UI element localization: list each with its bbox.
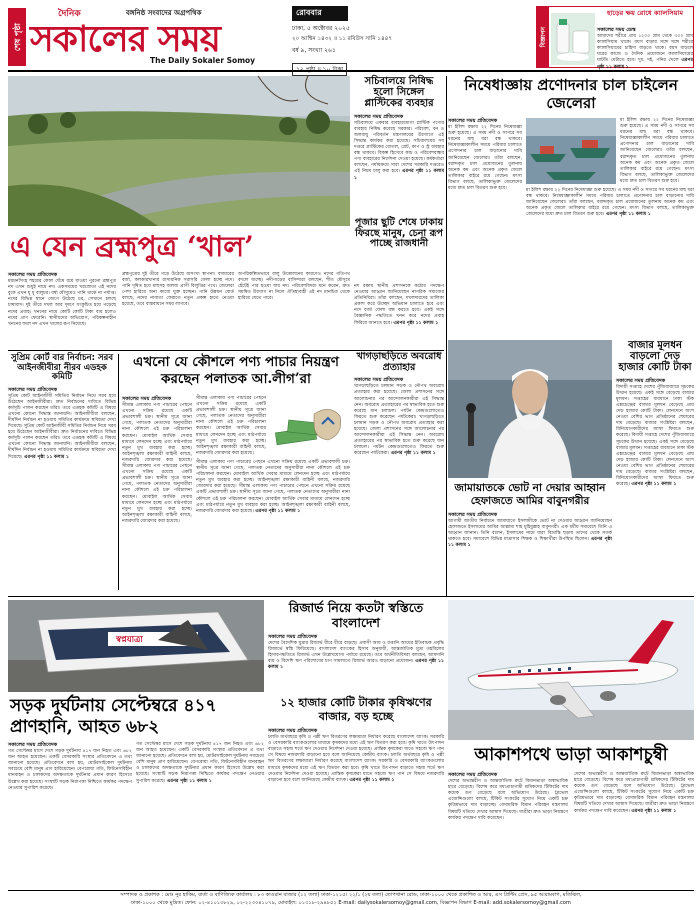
airfare-col2	[574, 772, 694, 888]
jamaat-body	[448, 512, 612, 578]
accident-text: গত সেপ্টেম্বর মাসে দেশে সড়ক দুর্ঘটনায় ৪১৭ জন নিহত এবং ৬৮২ জন আহত হয়েছেন। একটি বেসরকারি সংস্থার প্রতিবেদনে এ তথ্য জানানো হয়েছে। প্রতিবেদনে বলা হয়, মোটরসাইকেল দুর্ঘটনায় সবচেয়ে বেশি মানুষ প্রাণ হারিয়েছেন। বেপরোয়া গতি, ফিটনেসবিহীন যানবাহন ও চালকদের অদক্ষতাকে দুর্ঘটনার প্রধান কারণ হিসেবে উল্লেখ করা হয়েছে। সংস্থাটি সড়ক নিরাপত্তা নিশ্চিতে কার্যকর পদক্ষেপ নেওয়ার সুপারিশ করেছে।	[8, 749, 132, 791]
imprint-line-2: ঢাকা-১০০০ থেকে মুদ্রিত। ফোন: ০২-৪১০১৩৮২৯, ০২-২২৩৩৪১০৭৯, মোবাইল: ০১৩১৮-২৯৪৮৫২ E-mail: dailysokalersomoy@gmail.com, বিজ্ঞাপন বিভাগ E-mail: add.sokalersomoy@gmail.com	[131, 900, 571, 906]
jamaat-article	[448, 482, 612, 596]
khagrachari-body	[354, 377, 444, 585]
hilsa-col1	[448, 118, 522, 280]
ad-body	[597, 27, 693, 70]
khagrachari-text: খাগড়াছড়িতে চলমান সড়ক ও নৌপথ অবরোধ প্রত্যাহার করা হয়েছে। জেলা প্রশাসনের সঙ্গে আলোচনার পর আন্দোলনকারীরা এই সিদ্ধান্ত নেন। অবরোধ প্রত্যাহারের পর স্বাভাবিক হতে শুরু করেছে যান চলাচল। পর্যটন কেন্দ্রগুলোতেও ফিরতে শুরু করেছেন পর্যটকেরা।	[354, 384, 444, 420]
airfare-continued: এরপর পৃষ্ঠা ১১ কলাম ১	[631, 808, 677, 814]
market-text: বিদায়ী সপ্তাহে দেশের পুঁজিবাজারে সূচকের উত্থান হয়েছে। একই সঙ্গে বেড়েছে বাজার মূলধন। সপ্তাহের ব্যবধানে ঢাকা স্টক এক্সচেঞ্জের বাজার মূলধন বেড়েছে প্রায় দেড় হাজার কোটি টাকা। লেনদেনে অংশ নেওয়া বেশির ভাগ প্রতিষ্ঠানের শেয়ারের দাম বেড়েছে। বাজার সংশ্লিষ্টরা বলছেন, বিনিয়োগকারীদের আস্থা ফিরতে শুরু করেছে।	[616, 384, 694, 439]
main-text-3: অপরিকল্পিতভাবে বালু উত্তোলনের কারণেও নদের গতিপথ বদলে যাচ্ছে। নদীপাড়ের বাসিন্দারা বলছেন, শীত মৌসুমে হেঁটেই পার হওয়া যায় নদ। পরিবেশবিদরা মনে করেন, দ্রুত সমন্বিত উদ্যোগ না নিলে ঐতিহ্যবাহী এই নদ মানচিত্র থেকে হারিয়ে যেতে পারে।	[238, 272, 350, 302]
loan-article	[268, 696, 444, 888]
plastic-continued: এরপর পৃষ্ঠা ১১ কলাম ১	[354, 169, 444, 181]
jamaat-text: আগামী জাতীয় নির্বাচনে জামায়াতে ইসলামীকে ভোট না দেওয়ার আহ্বান জানিয়েছেন হেফাজতে ইসলামের আমির আল্লামা শাহ মুহিবুল্লাহ বাবুনগরী। এক ধর্মীয় সমাবেশে তিনি এ আহ্বান জানান। তিনি বলেন, ইসলামের নামে যারা বিভ্রান্তি ছড়ায় তাদের থেকে সতর্ক থাকতে হবে। সমাবেশে বিভিন্ন মাদ্রাসার শিক্ষক ও শিক্ষার্থীরা উপস্থিত ছিলেন।	[448, 519, 612, 543]
khagrachari-article	[354, 352, 444, 592]
court-text-more: সুপ্রিম কোর্ট আইনজীবী সমিতির নির্বাচন নিয়ে সরব হয়ে উঠেছেন আইনজীবীরা। দ্রুত নির্বাচনের দাবিতে বিভিন্ন কর্মসূচি পালন করছেন তাঁরা। তবে এডহক কমিটি এ বিষয়ে এখনো কোনো সিদ্ধান্ত জানায়নি। আইনজীবীরা বলছেন, দীর্ঘদিন নির্বাচন না হওয়ায় সমিতির কার্যক্রমে স্থবিরতা দেখা দিয়েছে।	[8, 424, 116, 460]
footer-rule	[8, 890, 694, 891]
accident-headline: সড়ক দুর্ঘটনায় সেপ্টেম্বরে ৪১৭ প্রাণহানি, আহত ৬৮২	[10, 696, 217, 737]
accident-col2	[136, 742, 264, 888]
court-byline: সকালের সময় প্রতিবেদক	[8, 386, 58, 393]
main-col2	[122, 272, 234, 346]
smuggle-text: সীমান্ত এলাকায় পণ্য পাচারের পেছনে এখনো সক্রিয় রয়েছে একটি প্রভাবশালী চক্র। স্থানীয় সূত্রে জানা গেছে, পলাতক নেতাদের অনুসারীরা নানা কৌশলে এই চক্র পরিচালনা করছেন। মোবাইল আর্থিক সেবার মাধ্যমে লেনদেন হচ্ছে এবং মাঠপর্যায়ে নতুন মুখ ব্যবহার করা হচ্ছে। আইনশৃঙ্খলা রক্ষাকারী বাহিনী বলছে, নজরদারি জোরদার করা হয়েছে।	[122, 403, 192, 463]
babunagari-photo	[448, 340, 612, 478]
fishing-boats-photo	[526, 118, 616, 184]
market-continued: এরপর পৃষ্ঠা ১১ কলাম ১	[631, 482, 677, 488]
market-text-more: বিদায়ী সপ্তাহে দেশের পুঁজিবাজারে সূচকের উত্থান হয়েছে। একই সঙ্গে বেড়েছে বাজার মূলধন। সপ্তাহের ব্যবধানে ঢাকা স্টক এক্সচেঞ্জের বাজার মূলধন বেড়েছে প্রায় দেড় হাজার কোটি টাকা। লেনদেনে অংশ নেওয়া বেশির ভাগ প্রতিষ্ঠানের শেয়ারের দাম বেড়েছে। বাজার সংশ্লিষ্টরা বলছেন, বিনিয়োগকারীদের আস্থা ফিরতে শুরু করেছে।	[616, 433, 694, 488]
ad-byline: সকালের সময় ডেস্ক	[597, 27, 636, 33]
smuggle-col2	[196, 396, 266, 456]
main-byline: সকালের সময় প্রতিবেদক	[8, 272, 58, 278]
market-body	[616, 378, 694, 588]
court-article	[8, 354, 116, 592]
smuggle-text-3: সীমান্ত এলাকায় পণ্য পাচারের পেছনে এখনো সক্রিয় রয়েছে একটি প্রভাবশালী চক্র। স্থানীয় সূত্রে জানা গেছে, পলাতক নেতাদের অনুসারীরা নানা কৌশলে এই চক্র পরিচালনা করছেন। মোবাইল আর্থিক সেবার মাধ্যমে লেনদেন হচ্ছে এবং মাঠপর্যায়ে নতুন মুখ ব্যবহার করা হচ্ছে। আইনশৃঙ্খলা রক্ষাকারী বাহিনী বলছে, নজরদারি জোরদার করা হয়েছে।	[196, 460, 350, 490]
loan-headline: ১২ হাজার কোটি টাকার কৃষিঋণের বাজার, বড় হচ্ছে	[280, 696, 432, 723]
court-text: সুপ্রিম কোর্ট আইনজীবী সমিতির নির্বাচন নিয়ে সরব হয়ে উঠেছেন আইনজীবীরা। দ্রুত নির্বাচনের দাবিতে বিভিন্ন কর্মসূচি পালন করছেন তাঁরা। তবে এডহক কমিটি এ বিষয়ে এখনো কোনো সিদ্ধান্ত জানায়নি। আইনজীবীরা বলছেন, দীর্ঘদিন নির্বাচন না হওয়ায় সমিতির কার্যক্রমে স্থবিরতা দেখা দিয়েছে।	[8, 393, 116, 430]
plastic-text: সচিবালয়ে একবার ব্যবহারযোগ্য প্লাস্টিক পণ্যের ব্যবহার নিষিদ্ধ করেছে সরকার। পরিবেশ, বন ও জলবায়ু পরিবর্তন মন্ত্রণালয়ের উদ্যোগে এই সিদ্ধান্ত কার্যকর করা হয়েছে। সচিবালয়ের সব দপ্তরে প্লাস্টিকের বোতল, প্লেট, কাপ ও স্ট্র ব্যবহার বন্ধ থাকবে। বিকল্প হিসেবে কাচ ও পরিবেশবান্ধব পণ্য ব্যবহারের নির্দেশনা দেওয়া হয়েছে। কর্মকর্তারা বলছেন, পর্যায়ক্রমে সারা দেশের সরকারি দপ্তরেও এই নিয়ম চালু করা হবে।	[354, 120, 444, 175]
main-col1	[8, 272, 116, 346]
issue-volume: বর্ষ ৯, সংখ্যা ২৬১	[292, 47, 336, 54]
reserve-continued: এরপর পৃষ্ঠা ১১ কলাম ১	[268, 659, 444, 671]
reserve-text: দেশের বৈদেশিক মুদ্রার রিজার্ভ ধীরে ধীরে বাড়ছে। প্রবাসী আয় ও রপ্তানি আয়ের ইতিবাচক প্রবৃদ্ধি রিজার্ভে স্বস্তি ফিরিয়েছে। বাংলাদেশ ব্যাংকের হিসাব অনুযায়ী, আন্তর্জাতিক মুদ্রা তহবিলের হিসাবপদ্ধতিতে রিজার্ভ এখন উল্লেখযোগ্য পর্যায়ে রয়েছে। তবে অর্থনীতিবিদরা বলছেন, আমদানি ব্যয় ও বিদেশি ঋণ পরিশোধের চাপ সামলাতে রিজার্ভ আরও বাড়ানো প্রয়োজন।	[268, 641, 444, 665]
masthead-english: The Daily Sokaler Somoy	[150, 56, 256, 65]
airfare-col1	[448, 772, 568, 888]
loan-text-more: চলতি অর্থবছরে কৃষি ও পল্লী ঋণ বিতরণের লক্ষ্যমাত্রা নির্ধারণ করেছে বাংলাদেশ ব্যাংক। সরকারি ও বেসরকারি ব্যাংকগুলোর মাধ্যমে কৃষকদের মধ্যে এই ঋণ বিতরণ করা হবে। কৃষি খাতে উৎপাদন বাড়াতে সহজ শর্তে ঋণ দেওয়ার নির্দেশনা দেওয়া হয়েছে। প্রান্তিক কৃষকেরা যাতে সহজে ঋণ পান সে বিষয়ে নজরদারি বাড়ানো হবে বলে জানিয়েছে কেন্দ্রীয় ব্যাংক।	[268, 753, 444, 783]
issue-date-bn: ২০ আশ্বিন ১৪৩২ ॥ ১১ রবিউস সানি ১৪৪৭	[292, 36, 392, 42]
reserve-body	[268, 634, 444, 690]
money-illustration	[270, 394, 350, 456]
airfare-text: দেশের অভ্যন্তরীণ ও আন্তর্জাতিক রুটে বিমানভাড়া অস্বাভাবিক হারে বেড়েছে। বিশেষ করে মধ্যপ্রাচ্যগামী শ্রমিকদের টিকিটের দাম কয়েক গুণ বেড়েছে বলে অভিযোগ উঠেছে। ট্রাভেল এজেন্সিগুলো বলছে, টিকিট সংকটের সুযোগ নিয়ে একটি চক্র কৃত্রিমভাবে দাম বাড়াচ্ছে। বেসামরিক বিমান পরিবহন মন্ত্রণালয় বিষয়টি খতিয়ে দেখার আশ্বাস দিয়েছে। যাত্রীরা দ্রুত ভাড়া নিয়ন্ত্রণে কার্যকর পদক্ষেপ দাবি করেছেন।	[448, 779, 568, 821]
accident-col1	[8, 742, 132, 888]
main-continued: এরপর পৃষ্ঠা ১১ কলাম ১	[393, 320, 439, 326]
issue-day: রোববার	[292, 6, 348, 21]
smuggle-continued: এরপর পৃষ্ঠা ১১ কলাম ১	[255, 508, 301, 514]
jamaat-headline: জামায়াতকে ভোট না দেয়ার আহ্বান হেফাজতে আমির বাবুনগরীর	[454, 482, 606, 507]
page-tag	[8, 8, 26, 66]
ad-label: বিজ্ঞাপন	[539, 26, 547, 48]
masthead-kicker: দৈনিক	[58, 9, 81, 19]
masthead-rule	[8, 70, 694, 72]
loan-continued: এরপর পৃষ্ঠা ১১ কলাম ১	[349, 777, 395, 783]
smuggle-headline: এখনো যে কৌশলে পণ্য পাচার নিয়ন্ত্রণ করছেন পলাতক আ.লীগ’রা	[133, 354, 339, 387]
loan-text: চলতি অর্থবছরে কৃষি ও পল্লী ঋণ বিতরণের লক্ষ্যমাত্রা নির্ধারণ করেছে বাংলাদেশ ব্যাংক। সরকারি ও বেসরকারি ব্যাংকগুলোর মাধ্যমে কৃষকদের মধ্যে এই ঋণ বিতরণ করা হবে। কৃষি খাতে উৎপাদন বাড়াতে সহজ শর্তে ঋণ দেওয়ার নির্দেশনা দেওয়া হয়েছে। প্রান্তিক কৃষকেরা যাতে সহজে ঋণ পান সে বিষয়ে নজরদারি বাড়ানো হবে বলে জানিয়েছে কেন্দ্রীয় ব্যাংক।	[268, 735, 444, 759]
hilsa-text: মা ইলিশ রক্ষায় ২২ দিনের নিষেধাজ্ঞা শুরু হয়েছে। এ সময় নদী ও সাগরে সব ধরনের মাছ ধরা বন্ধ থাকবে। নিষেধাজ্ঞাকালীন সময়ে পরিবার চালাতে প্রণোদনার চাল বাড়ানোর দাবি জানিয়েছেন জেলেরা। তাঁরা বলছেন, বরাদ্দকৃত চাল প্রয়োজনের তুলনায় অনেক কম এবং অনেক প্রকৃত জেলে তালিকার বাইরে রয়ে গেছেন। মৎস্য বিভাগ বলছে, তালিকাভুক্ত জেলেদের মধ্যে দ্রুত চাল বিতরণ শুরু হবে।	[448, 125, 522, 192]
khagrachari-continued: এরপর পৃষ্ঠা ১১ কলাম ১	[390, 451, 436, 457]
ad-text: আমাদের শরীরে প্রায় ১২০০ গ্রাম থেকে ৩০০ গ্রাম ক্যালসিয়াম থাকে। বয়স বাড়ার সঙ্গে সঙ্গে শরীরে ক্যালসিয়ামের চাহিদা বাড়তে থাকে। বয়স বাড়লে ঘরের কাজে ও দৈনিক প্রয়োজনে ক্যালসিয়ামের ঘাটতি মেটাতে হবে। দুধ, দই, পনির খেলে	[597, 34, 693, 64]
smuggle-text-more: সীমান্ত এলাকায় পণ্য পাচারের পেছনে এখনো সক্রিয় রয়েছে একটি প্রভাবশালী চক্র। স্থানীয় সূত্রে জানা গেছে, পলাতক নেতাদের অনুসারীরা নানা কৌশলে এই চক্র পরিচালনা করছেন। মোবাইল আর্থিক সেবার মাধ্যমে লেনদেন হচ্ছে এবং মাঠপর্যায়ে নতুন মুখ ব্যবহার করা হচ্ছে। আইনশৃঙ্খলা রক্ষাকারী বাহিনী বলছে, নজরদারি জোরদার করা হয়েছে।	[122, 464, 192, 524]
river-photo	[8, 76, 350, 226]
puja-headline: পূজার ছুটি শেষে ঢাকায় ফিরছে মানুষ, চেনা রূপ পাচ্ছে রাজধানী	[354, 217, 444, 250]
smuggle-col1	[122, 396, 192, 592]
court-continued: এরপর পৃষ্ঠা ১১ কলাম ১	[24, 454, 69, 460]
plastic-body	[354, 114, 444, 206]
loan-body	[268, 728, 444, 884]
rule-mid	[8, 596, 694, 597]
issue-info	[292, 6, 410, 68]
ad-title: হাড়ের ক্ষয় রোধে ক্যালসিয়াম	[606, 9, 684, 17]
hilsa-text-cont: মা ইলিশ রক্ষায় ২২ দিনের নিষেধাজ্ঞা শুরু হয়েছে। এ সময় নদী ও সাগরে সব ধরনের মাছ ধরা বন্ধ থাকবে। নিষেধাজ্ঞাকালীন সময়ে পরিবার চালাতে প্রণোদনার চাল বাড়ানোর দাবি জানিয়েছেন জেলেরা। তাঁরা বলছেন, বরাদ্দকৃত চাল প্রয়োজনের তুলনায় অনেক কম এবং অনেক প্রকৃত জেলে তালিকার বাইরে রয়ে গেছেন। মৎস্য বিভাগ বলছে, তালিকাভুক্ত জেলেদের মধ্যে দ্রুত চাল বিতরণ শুরু হবে।	[620, 118, 694, 184]
plastic-byline: সকালের সময় প্রতিবেদক	[354, 113, 404, 120]
bus-label: স্বপ্নযাত্রা	[116, 635, 143, 645]
ad-box	[536, 6, 694, 68]
jamaat-continued: এরপর পৃষ্ঠা ১১ কলাম ১	[448, 537, 612, 549]
loan-byline: সকালের সময় প্রতিবেদক	[268, 728, 318, 734]
hilsa-col3	[620, 118, 694, 184]
smuggle-byline: সকালের সময় প্রতিবেদক	[122, 396, 172, 402]
main-text-1: ময়মনসিংহ শহরের কোল ঘেঁষে বয়ে যাওয়া পুরনো ব্রহ্মপুত্র নদ এখন শুধুই নামে নদ। একসময়ের খরস্রোতা এই নদের বুকে এখন ধূ ধূ বালুচর। বর্ষা মৌসুমেও পানি থাকে না পর্যাপ্ত। নদের বিভিন্ন স্থানে জেগে উঠেছে চর, সেখানে চলছে চাষাবাদ। দুই তীরে দখল আর দূষণে সংকুচিত হয়ে পড়েছে নদের প্রবাহ। খননের নামে কোটি কোটি টাকা ব্যয় হলেও নদের প্রাণ ফেরেনি। স্থানীয়দের অভিযোগ, পরিকল্পনাহীন খননের ফলে নদ এখন খালের রূপ নিয়েছে।	[8, 279, 117, 327]
court-headline: সুপ্রিম কোর্ট বার নির্বাচন: সরব আইনজীবীরা নীরব এডহক কমিটি	[10, 353, 114, 383]
court-body	[8, 387, 116, 583]
smuggle-lower	[196, 460, 350, 592]
imprint-line-1: সম্পাদক ও প্রকাশক : মোঃ নুর হাকিম, বার্তা ও বাণিজ্যিক কার্যালয় : ৮৩ কাওরান বাজার (১২ তলা) ঢাকা-১২১৫। ২২/১ (২য় তলা) তোপখানা রোড, ঢাকা-১০০০ থেকে প্রকাশিত ও আর, এস প্রিন্টিং প্রেস, ৯৫ আরামবাগ, মতিঝিল,	[120, 892, 582, 898]
airfare-article	[448, 744, 694, 888]
airfare-byline: সকালের সময় প্রতিবেদক	[448, 772, 498, 778]
hilsa-headline: নিষেধাজ্ঞায় প্রণোদনার চাল চাইলেন জেলেরা	[464, 76, 678, 112]
hilsa-article	[448, 76, 694, 282]
smuggle-article	[122, 354, 350, 592]
court-divider	[118, 354, 119, 590]
masthead-tagline: বঙ্গনিষ্ঠ সংবাদের অগ্রপথিক	[126, 9, 202, 17]
ad-continued: এরপর পৃষ্ঠা ১১ কলাম ১	[597, 58, 693, 70]
market-headline: বাজার মূলধন বাড়লো দেড় হাজার কোটি টাকা	[618, 340, 692, 374]
plastic-headline: সচিবালয়ে নিষিদ্ধ হলো সিঙ্গেল প্লাস্টিকের ব্যবহার	[364, 76, 434, 110]
accident-byline: সকালের সময় প্রতিবেদক	[8, 742, 58, 748]
smuggle-text-4: সীমান্ত এলাকায় পণ্য পাচারের পেছনে এখনো সক্রিয় রয়েছে একটি প্রভাবশালী চক্র। স্থানীয় সূত্রে জানা গেছে, পলাতক নেতাদের অনুসারীরা নানা কৌশলে এই চক্র পরিচালনা করছেন। মোবাইল আর্থিক সেবার মাধ্যমে লেনদেন হচ্ছে এবং মাঠপর্যায়ে নতুন মুখ ব্যবহার করা হচ্ছে। আইনশৃঙ্খলা রক্ষাকারী বাহিনী বলছে, নজরদারি জোরদার করা হয়েছে।	[196, 484, 350, 514]
airplane-photo	[448, 600, 694, 740]
reserve-byline: সকালের সময় প্রতিবেদক	[268, 634, 318, 640]
market-article	[616, 340, 694, 596]
right-divider	[446, 76, 447, 596]
plastic-article	[354, 76, 444, 216]
bus-crash-photo	[8, 600, 264, 692]
main-col3	[238, 272, 350, 346]
page-tag-label: শেষ পৃষ্ঠা	[12, 22, 22, 52]
accident-text-2: গত সেপ্টেম্বর মাসে দেশে সড়ক দুর্ঘটনায় ৪১৭ জন নিহত এবং ৬৮২ জন আহত হয়েছেন। একটি বেসরকারি সংস্থার প্রতিবেদনে এ তথ্য জানানো হয়েছে। প্রতিবেদনে বলা হয়, মোটরসাইকেল দুর্ঘটনায় সবচেয়ে বেশি মানুষ প্রাণ হারিয়েছেন। বেপরোয়া গতি, ফিটনেসবিহীন যানবাহন ও চালকদের অদক্ষতাকে দুর্ঘটনার প্রধান কারণ হিসেবে উল্লেখ করা হয়েছে। সংস্থাটি সড়ক নিরাপত্তা নিশ্চিতে কার্যকর পদক্ষেপ নেওয়ার সুপারিশ করেছে।	[136, 742, 264, 784]
hilsa-text-lower: মা ইলিশ রক্ষায় ২২ দিনের নিষেধাজ্ঞা শুরু হয়েছে। এ সময় নদী ও সাগরে সব ধরনের মাছ ধরা বন্ধ থাকবে। নিষেধাজ্ঞাকালীন সময়ে পরিবার চালাতে প্রণোদনার চাল বাড়ানোর দাবি জানিয়েছেন জেলেরা। তাঁরা বলছেন, বরাদ্দকৃত চাল প্রয়োজনের তুলনায় অনেক কম এবং অনেক প্রকৃত জেলে তালিকার বাইরে রয়ে গেছেন। মৎস্য বিভাগ বলছে, তালিকাভুক্ত জেলেদের মধ্যে দ্রুত চাল বিতরণ শুরু হবে।	[526, 188, 694, 218]
ad-image	[551, 13, 595, 65]
airfare-headline: আকাশপথে ভাড়া আকাশচুম্বী	[474, 745, 668, 765]
reserve-headline: রিজার্ভ নিয়ে কতটা স্বস্তিতে বাংলাদেশ	[288, 600, 424, 630]
reserve-article	[268, 600, 444, 692]
main-headline: এ যেন ব্রহ্মপুত্র ‘খাল’	[10, 230, 254, 263]
ad-label-bar	[537, 7, 549, 67]
masthead-name: সকালের সময়	[30, 18, 221, 60]
smuggle-text-2: সীমান্ত এলাকায় পণ্য পাচারের পেছনে এখনো সক্রিয় রয়েছে একটি প্রভাবশালী চক্র। স্থানীয় সূত্রে জানা গেছে, পলাতক নেতাদের অনুসারীরা নানা কৌশলে এই চক্র পরিচালনা করছেন। মোবাইল আর্থিক সেবার মাধ্যমে লেনদেন হচ্ছে এবং মাঠপর্যায়ে নতুন মুখ ব্যবহার করা হচ্ছে। আইনশৃঙ্খলা রক্ষাকারী বাহিনী বলছে, নজরদারি জোরদার করা হয়েছে।	[196, 396, 266, 456]
puja-article	[354, 218, 444, 282]
khagrachari-headline: খাগড়াছড়িতে অবরোধ প্রত্যাহার	[356, 351, 442, 373]
hilsa-lower	[526, 188, 694, 280]
main-text-2: ব্রহ্মপুত্রের দুই তীরে গড়ে উঠেছে অসংখ্য স্থাপনা। বাজারের বর্জ্য, কলকারখানার রাসায়নিক সরাসরি ফেলা হচ্ছে নদে। পানি দূষিত হয়ে মাছসহ জলজ প্রাণী বিলুপ্তির পথে। জেলেরা পেশা হারিয়ে অন্য কাজে যুক্ত হচ্ছেন। পানি উন্নয়ন বোর্ড বলছে, নদের নাব্যতা ফেরাতে নতুন প্রকল্প হাতে নেওয়া হয়েছে, তবে বাস্তবায়নে সময় লাগবে।	[122, 272, 234, 308]
hilsa-continued: এরপর পৃষ্ঠা ১১ কলাম ১	[605, 212, 651, 218]
accident-continued: এরপর পৃষ্ঠা ১১ কলাম ১	[166, 778, 212, 784]
market-byline: সকালের সময় প্রতিবেদক	[616, 377, 666, 384]
jamaat-byline: সকালের সময় প্রতিবেদক	[448, 512, 498, 518]
issue-date: ঢাকা, ৫ অক্টোবর ২০২৫	[292, 25, 350, 32]
khagrachari-byline: সকালের সময় প্রতিবেদক	[354, 377, 404, 384]
hilsa-byline: সকালের সময় প্রতিবেদক	[448, 118, 498, 124]
masthead-logo	[30, 6, 260, 68]
main-col4	[354, 284, 444, 348]
airfare-text-2: দেশের অভ্যন্তরীণ ও আন্তর্জাতিক রুটে বিমানভাড়া অস্বাভাবিক হারে বেড়েছে। বিশেষ করে মধ্যপ্রাচ্যগামী শ্রমিকদের টিকিটের দাম কয়েক গুণ বেড়েছে বলে অভিযোগ উঠেছে। ট্রাভেল এজেন্সিগুলো বলছে, টিকিট সংকটের সুযোগ নিয়ে একটি চক্র কৃত্রিমভাবে দাম বাড়াচ্ছে। বেসামরিক বিমান পরিবহন মন্ত্রণালয় বিষয়টি খতিয়ে দেখার আশ্বাস দিয়েছে। যাত্রীরা দ্রুত ভাড়া নিয়ন্ত্রণে কার্যকর পদক্ষেপ দাবি করেছেন।	[574, 772, 694, 814]
main-text-4: নদ রক্ষায় স্থানীয় প্রশাসনকে কঠোর পদক্ষেপ নেওয়ার আহ্বান জানিয়েছেন নাগরিক সমাজের প্রতিনিধিরা। তাঁরা বলছেন, দখলদারদের তালিকা প্রকাশ করে উচ্ছেদ অভিযান চালাতে হবে এবং নদে বর্জ্য ফেলা বন্ধ করতে হবে। একই সঙ্গে বৈজ্ঞানিক পদ্ধতিতে খনন করে নদের প্রবাহ ফিরিয়ে আনতে হবে।	[354, 284, 444, 326]
khagrachari-text-more: খাগড়াছড়িতে চলমান সড়ক ও নৌপথ অবরোধ প্রত্যাহার করা হয়েছে। জেলা প্রশাসনের সঙ্গে আলোচনার পর আন্দোলনকারীরা এই সিদ্ধান্ত নেন। অবরোধ প্রত্যাহারের পর স্বাভাবিক হতে শুরু করেছে যান চলাচল। পর্যটন কেন্দ্রগুলোতেও ফিরতে শুরু করেছেন পর্যটকেরা।	[354, 414, 445, 457]
